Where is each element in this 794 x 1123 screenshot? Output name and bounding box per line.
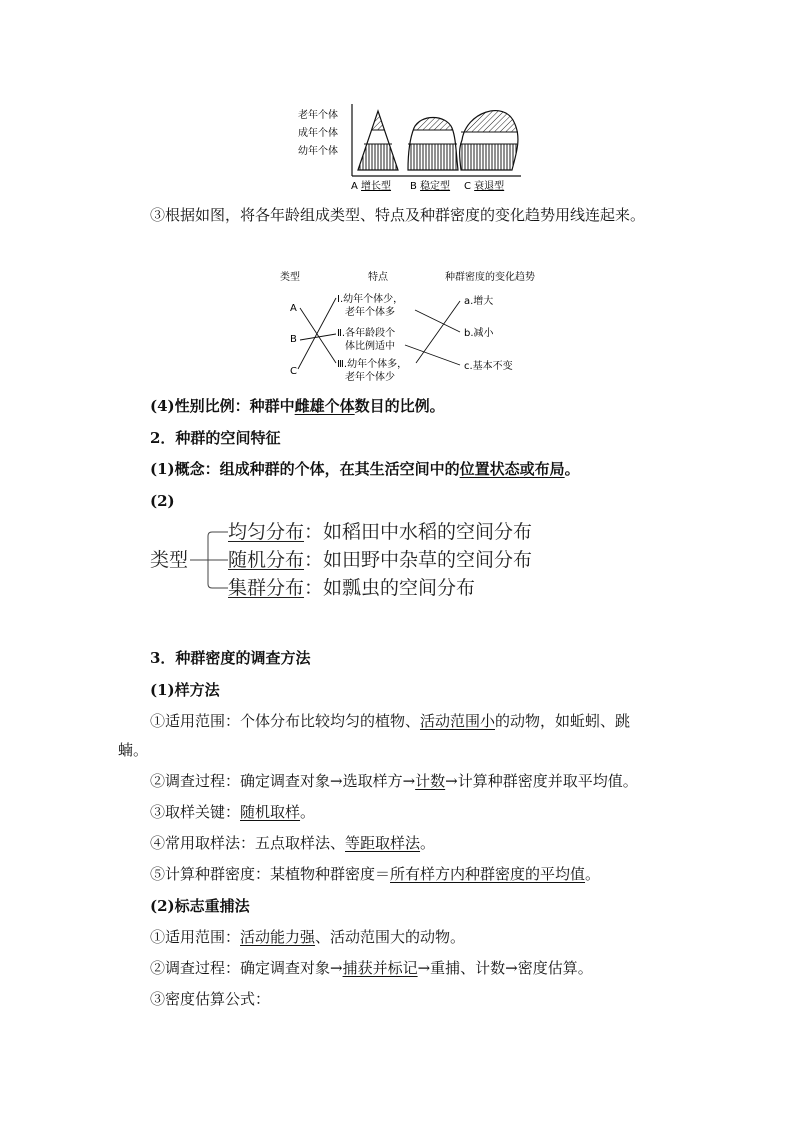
y-label-old: 老年个体 xyxy=(298,110,338,121)
distribution-uniform: 均匀分布：如稻田中水稻的空间分布 xyxy=(228,521,533,543)
type-label-b: B 稳定型 xyxy=(410,181,451,192)
quadrat-calc: ⑤计算种群密度：某植物种群密度＝所有样方内种群密度的平均值。 xyxy=(150,865,601,883)
quadrat-scope: ①适用范围：个体分布比较均匀的植物、活动范围小的动物，如蚯蚓、跳 xyxy=(150,712,631,730)
mark-recapture-scope: ①适用范围：活动能力强、活动范围大的动物。 xyxy=(150,928,466,946)
sex-ratio-line: (4)性别比例：种群中雌雄个体数目的比例。 xyxy=(150,397,445,415)
type-c: C xyxy=(290,366,297,377)
header-trend: 种群密度的变化趋势 xyxy=(445,272,535,283)
header-feature: 特点 xyxy=(368,272,388,283)
quadrat-process: ②调查过程：确定调查对象→选取样方→计数→计算种群密度并取平均值。 xyxy=(150,772,638,790)
trend-a: a.增大 xyxy=(464,296,494,307)
feature-1-line2: 老年个体多 xyxy=(345,307,395,318)
type-label-a: A 增长型 xyxy=(351,181,392,192)
age-structure-figure xyxy=(296,98,526,194)
quadrat-title: (1)样方法 xyxy=(150,681,220,699)
mark-recapture-title: (2)标志重捕法 xyxy=(150,897,250,915)
quadrat-scope-cont: 蝻。 xyxy=(118,741,149,759)
quadrat-key: ③取样关键：随机取样。 xyxy=(150,803,316,821)
item3-question: ③根据如图，将各年龄组成类型、特点及种群密度的变化趋势用线连起来。 xyxy=(150,206,646,224)
feature-2-line2: 体比例适中 xyxy=(345,341,395,352)
mark-recapture-process: ②调查过程：确定调查对象→捕获并标记→重捕、计数→密度估算。 xyxy=(150,959,593,977)
feature-2-line1: Ⅱ.各年龄段个 xyxy=(337,328,396,339)
feature-3-line1: Ⅲ.幼年个体多， xyxy=(337,359,408,370)
distribution-bracket xyxy=(190,520,230,600)
section3-title: 3．种群密度的调查方法 xyxy=(150,649,311,667)
section2-title: 2．种群的空间特征 xyxy=(150,429,281,447)
y-label-young: 幼年个体 xyxy=(298,146,338,157)
type-a: A xyxy=(290,303,297,314)
quadrat-methods: ④常用取样法：五点取样法、等距取样法。 xyxy=(150,834,436,852)
distribution-clumped: 集群分布：如瓢虫的空间分布 xyxy=(228,577,476,599)
type-label-c: C 衰退型 xyxy=(464,181,505,192)
header-type: 类型 xyxy=(280,272,300,283)
concept-line: (1)概念：组成种群的个体，在其生活空间中的位置状态或布局。 xyxy=(150,460,580,478)
distribution-random: 随机分布：如田野中杂草的空间分布 xyxy=(228,549,533,571)
matching-diagram xyxy=(280,268,540,386)
feature-3-line2: 老年个体少 xyxy=(345,372,395,383)
pyramid-decline xyxy=(456,100,522,170)
item2-label: (2) xyxy=(150,492,175,510)
y-label-adult: 成年个体 xyxy=(298,128,338,139)
trend-b: b.减小 xyxy=(464,328,494,339)
type-b: B xyxy=(290,334,297,345)
trend-c: c.基本不变 xyxy=(464,361,513,372)
feature-1-line1: Ⅰ.幼年个体少， xyxy=(337,294,404,305)
mark-recapture-formula: ③密度估算公式： xyxy=(150,990,271,1008)
distribution-root: 类型 xyxy=(150,549,189,571)
